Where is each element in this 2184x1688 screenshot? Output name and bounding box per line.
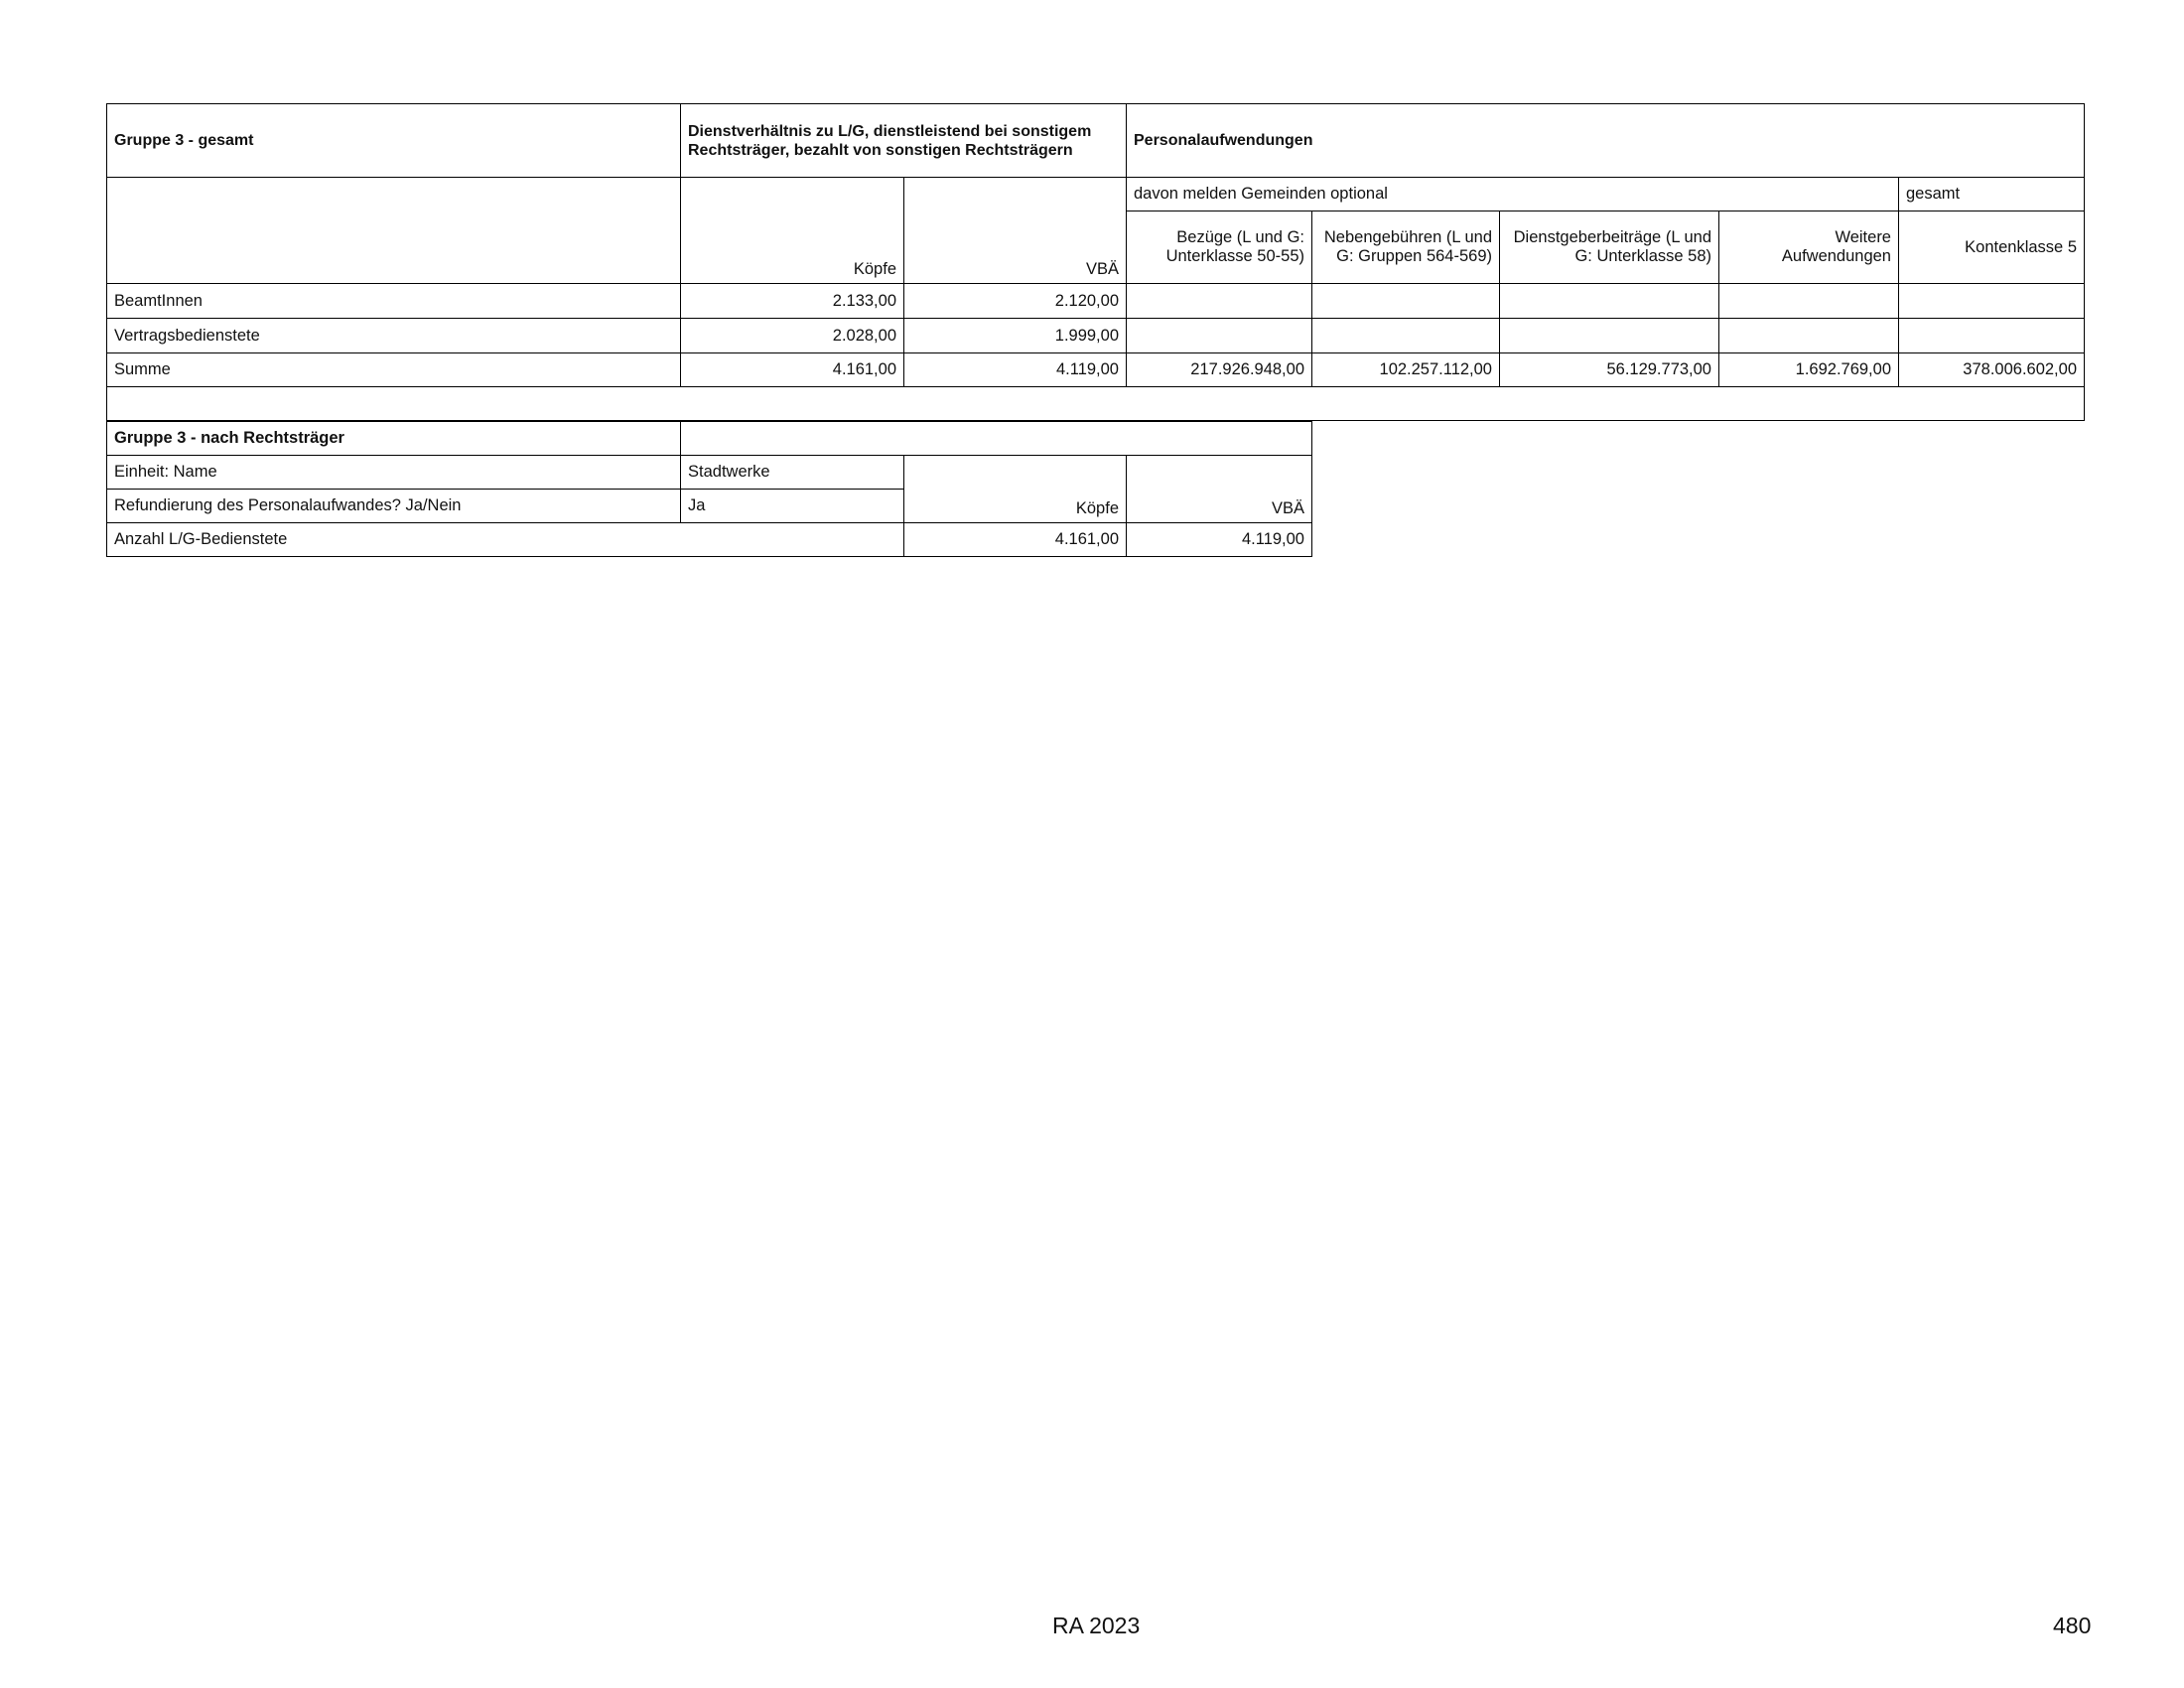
koepfe-cell: 4.161,00: [681, 353, 904, 387]
nebengebuehren-cell: [1312, 319, 1500, 353]
vbae-header: VBÄ: [904, 178, 1127, 284]
row-label: Vertragsbedienstete: [107, 319, 681, 353]
personnel-summary-table: [106, 103, 2085, 421]
weitere-cell: [1719, 284, 1899, 319]
empty-header-cell: [681, 422, 1312, 456]
weitere-cell: [1719, 319, 1899, 353]
table-row: [107, 353, 2085, 387]
refund-label: Refundierung des Personalaufwandes? Ja/Nein: [107, 490, 681, 523]
nebengebuehren-cell: 102.257.112,00: [1312, 353, 1500, 387]
legal-entity-table: [106, 421, 1312, 557]
employee-count-label: Anzahl L/G-Bedienstete: [107, 523, 904, 557]
kontenklasse-cell: [1899, 319, 2085, 353]
report-footer-title: RA 2023: [1052, 1613, 1141, 1638]
bezuege-cell: 217.926.948,00: [1127, 353, 1312, 387]
koepfe-header: Köpfe: [904, 456, 1127, 523]
unit-name-value: Stadtwerke: [681, 456, 904, 490]
table-row: [107, 284, 2085, 319]
vbae-cell: 4.119,00: [904, 353, 1127, 387]
row-label: BeamtInnen: [107, 284, 681, 319]
dienstgeberbeitraege-cell: [1500, 284, 1719, 319]
service-relationship-header: Dienstverhältnis zu L/G, dienstleistend bei sonstigem Rechtsträger, bezahlt von sonstigen Rechtsträgern: [681, 104, 1127, 178]
nebengebuehren-header: Nebengebühren (L und G: Gruppen 564-569): [1312, 211, 1500, 284]
dienstgeberbeitraege-cell: 56.129.773,00: [1500, 353, 1719, 387]
kontenklasse-header: Kontenklasse 5: [1899, 211, 2085, 284]
unit-name-label: Einheit: Name: [107, 456, 681, 490]
spacer-row: [107, 387, 2085, 421]
table-row: [107, 319, 2085, 353]
total-header: gesamt: [1899, 178, 2085, 211]
table-title: Gruppe 3 - nach Rechtsträger: [107, 422, 681, 456]
dienstgeberbeitraege-cell: [1500, 319, 1719, 353]
table-title: Gruppe 3 - gesamt: [107, 104, 681, 178]
weitere-aufwendungen-header: Weitere Aufwendungen: [1719, 211, 1899, 284]
koepfe-cell: 4.161,00: [904, 523, 1127, 557]
row-label: Summe: [107, 353, 681, 387]
koepfe-header: Köpfe: [681, 178, 904, 284]
kontenklasse-cell: 378.006.602,00: [1899, 353, 2085, 387]
refund-value: Ja: [681, 490, 904, 523]
personnel-expenses-header: Personalaufwendungen: [1127, 104, 2085, 178]
optional-report-header: davon melden Gemeinden optional: [1127, 178, 1899, 211]
vbae-header: VBÄ: [1127, 456, 1312, 523]
vbae-cell: 4.119,00: [1127, 523, 1312, 557]
koepfe-cell: 2.028,00: [681, 319, 904, 353]
nebengebuehren-cell: [1312, 284, 1500, 319]
vbae-cell: 2.120,00: [904, 284, 1127, 319]
weitere-cell: 1.692.769,00: [1719, 353, 1899, 387]
dienstgeberbeitraege-header: Dienstgeberbeiträge (L und G: Unterklasse 58): [1500, 211, 1719, 284]
bezuege-header: Bezüge (L und G: Unterklasse 50-55): [1127, 211, 1312, 284]
vbae-cell: 1.999,00: [904, 319, 1127, 353]
empty-header-cell: [107, 178, 681, 284]
koepfe-cell: 2.133,00: [681, 284, 904, 319]
page-number: 480: [2053, 1613, 2092, 1638]
kontenklasse-cell: [1899, 284, 2085, 319]
bezuege-cell: [1127, 284, 1312, 319]
bezuege-cell: [1127, 319, 1312, 353]
